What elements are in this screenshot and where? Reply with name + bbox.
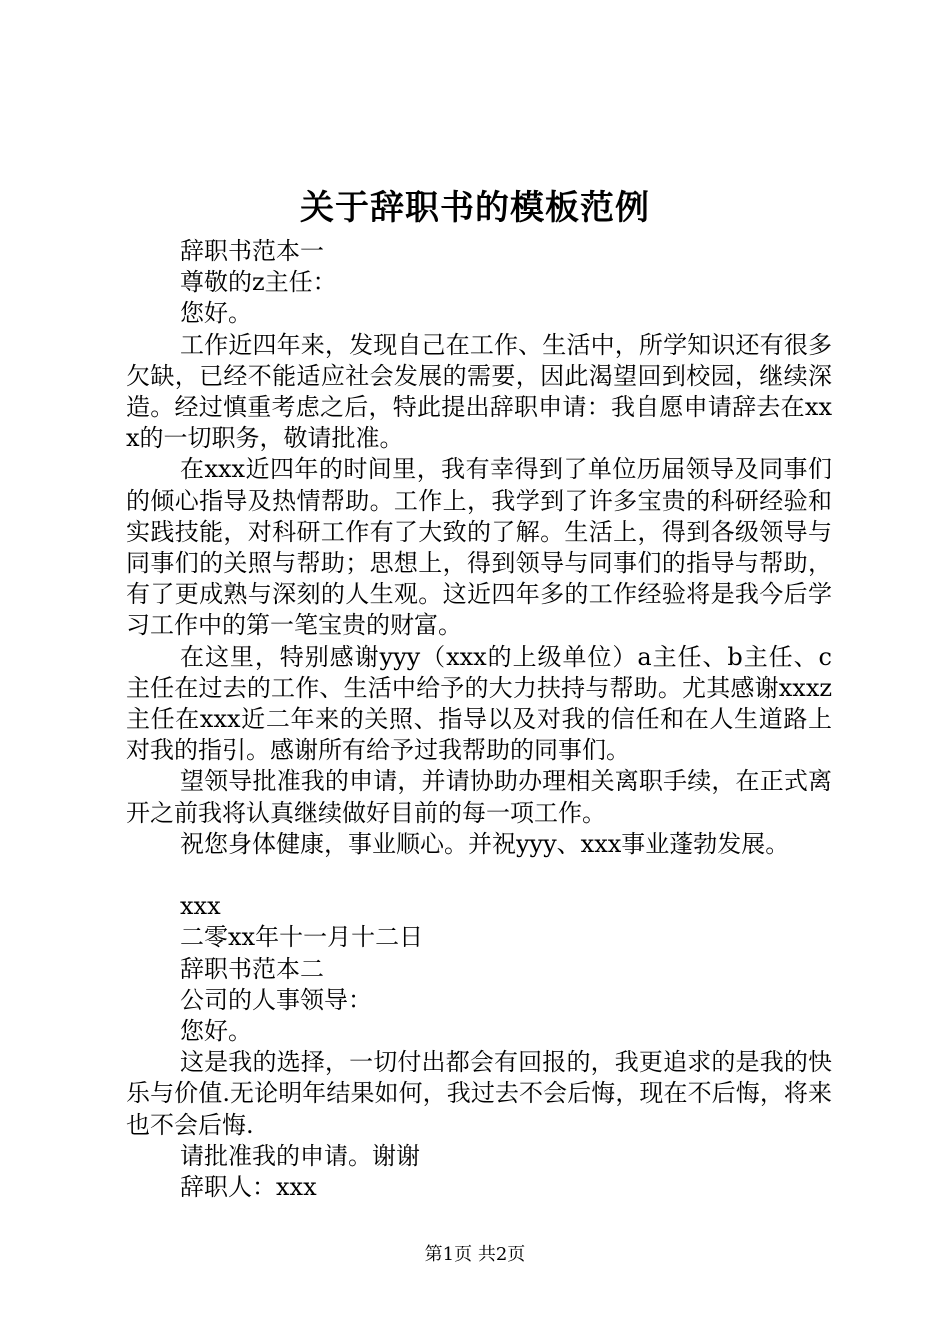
document-body <box>126 236 832 1203</box>
closing-wish: 祝您身体健康，事业顺心。并祝yyy、xxx事业蓬勃发展。 <box>180 829 790 858</box>
salutation-2: 公司的人事领导： <box>180 985 372 1014</box>
signature-name: xxx <box>180 892 221 921</box>
section-heading-2: 辞职书范本二 <box>180 954 324 983</box>
body-paragraph: 在这里，特别感谢yyy（xxx的上级单位）a主任、b主任、c主任在过去的工作、生活中给予的大力扶持与帮助。尤其感谢xxxz主任在xxx近二年来的关照、指导以及对我的信任和在人生道路上对我的指引。感谢所有给予过我帮助的同事们。 <box>126 642 832 765</box>
greeting-2: 您好。 <box>180 1017 252 1046</box>
signature-date: 二零xx年十一月十二日 <box>180 923 424 952</box>
blank-line <box>126 860 832 891</box>
page-number: 第1页 共2页 <box>424 1244 526 1265</box>
document-title: 关于辞职书的模板范例 <box>300 188 650 228</box>
request-line: 请批准我的申请。谢谢 <box>180 1141 420 1170</box>
body-paragraph: 在xxx近四年的时间里，我有幸得到了单位历届领导及同事们的倾心指导及热情帮助。工作上，我学到了许多宝贵的科研经验和实践技能，对科研工作有了大致的了解。生活上，得到各级领导与同事们的关照与帮助；思想上，得到领导与同事们的指导与帮助，有了更成熟与深刻的人生观。这近四年多的工作经验将是我今后学习工作中的第一笔宝贵的财富。 <box>126 455 832 640</box>
body-paragraph: 工作近四年来，发现自己在工作、生活中，所学知识还有很多欠缺，已经不能适应社会发展的需要，因此渴望回到校园，继续深造。经过慎重考虑之后，特此提出辞职申请：我自愿申请辞去在xxx的一切职务，敬请批准。 <box>126 330 832 453</box>
salutation-1: 尊敬的z主任： <box>180 268 337 297</box>
section-heading-1: 辞职书范本一 <box>180 237 324 265</box>
body-paragraph: 这是我的选择，一切付出都会有回报的，我更追求的是我的快乐与价值.无论明年结果如何，我过去不会后悔，现在不后悔，将来也不会后悔. <box>126 1048 832 1139</box>
body-paragraph: 望领导批准我的申请，并请协助办理相关离职手续，在正式离开之前我将认真继续做好目前的每一项工作。 <box>126 767 832 827</box>
greeting-1: 您好。 <box>180 299 252 328</box>
resignee-line: 辞职人：xxx <box>180 1173 317 1202</box>
